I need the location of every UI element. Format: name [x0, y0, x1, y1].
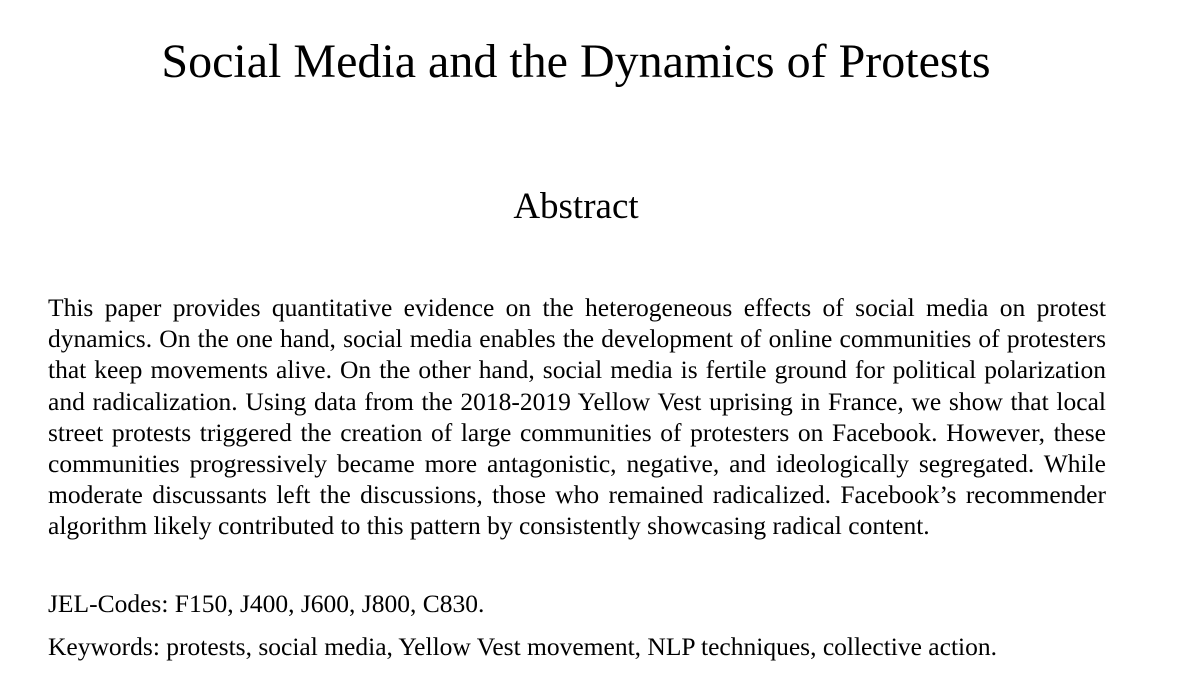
keywords: Keywords: protests, social media, Yellow Vest movement, NLP techniques, collective action.	[48, 632, 997, 661]
abstract-text: This paper provides quantitative evidence on the heterogeneous effects of social media on protest dynamics. On the one hand, social media enables the development of online communities of protesters that keep movements alive. On the other hand, social media is fertile ground for political polarization and radicalization. Using data from the 2018-2019 Yellow Vest uprising in France, we show that local street protests triggered the creation of large communities of protesters on Facebook. However, these communities progressively became more antagonistic, negative, and ideologically segregated. While moderate discussants left the discussions, those who remained radicalized. Facebook’s recommender algorithm likely contributed to this pattern by consistently showcasing radical content.	[48, 293, 1106, 541]
paper-title: Social Media and the Dynamics of Protests	[161, 35, 991, 88]
jel-codes: JEL-Codes: F150, J400, J600, J800, C830.	[48, 589, 485, 618]
abstract-heading: Abstract	[513, 186, 639, 227]
